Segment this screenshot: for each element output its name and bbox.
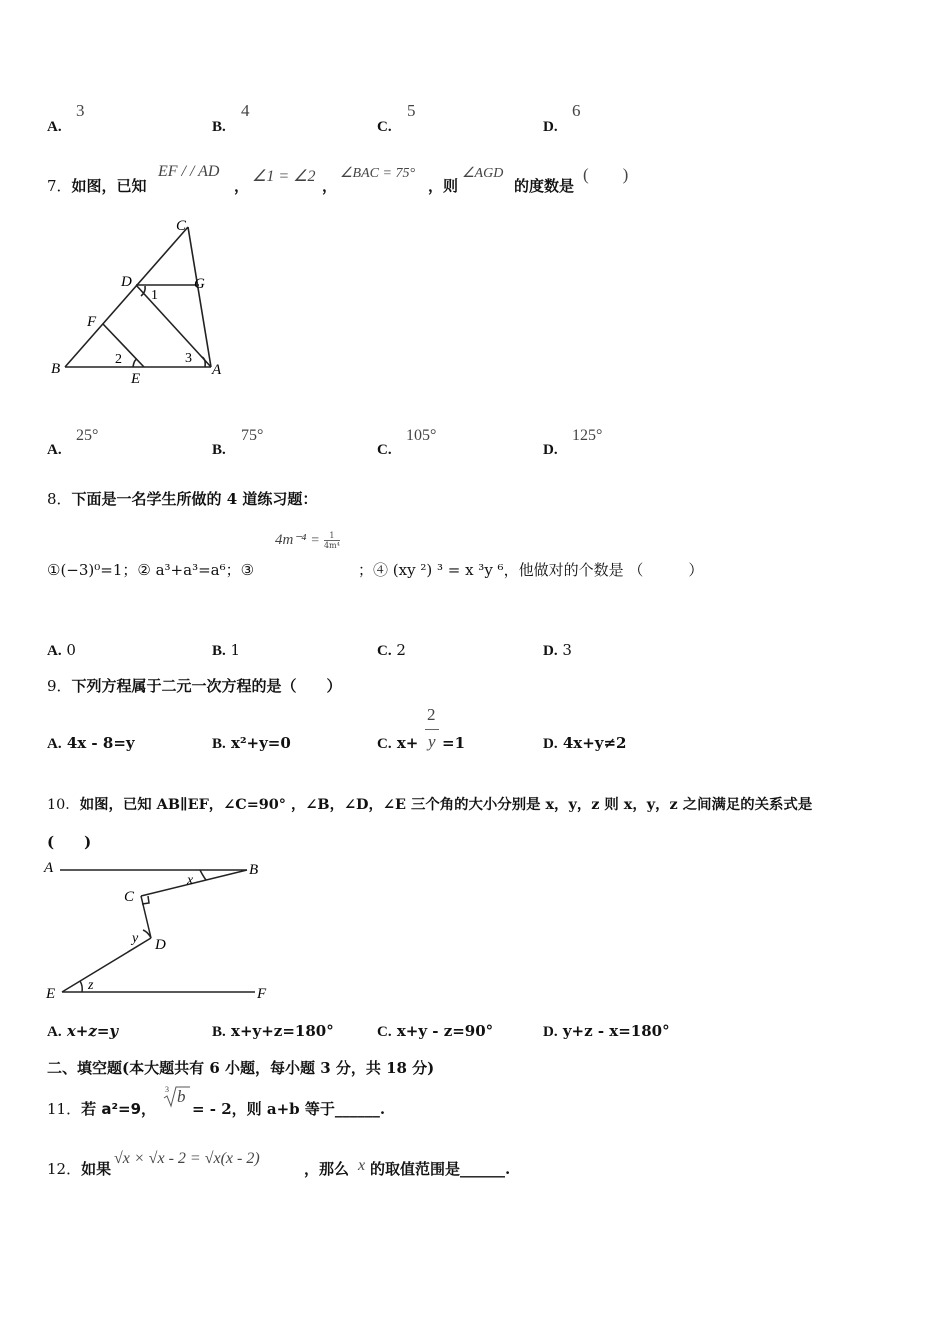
q8-line-part-1: ①(−3)⁰=1；② a³+a³=a⁶；③: [47, 561, 255, 579]
q6-option-b: [212, 117, 226, 136]
formula-lhs: 4m⁻⁴: [275, 532, 307, 548]
q8-option-d: [543, 641, 572, 660]
q10-option-c: [377, 1022, 493, 1041]
q9-option-c: [377, 734, 418, 753]
q6-option-d-value: 6: [572, 101, 581, 120]
option-value: 4x+y≠2: [562, 734, 627, 752]
q9-option-c-numerator: 2: [427, 705, 436, 724]
question-number: 11．: [47, 1100, 82, 1118]
q7-paren: ( ): [583, 165, 629, 184]
q9-option-c-fraction-bar: [425, 729, 439, 730]
q7-text-2: ，则: [428, 177, 459, 195]
q8-line-2: [358, 559, 703, 580]
segment-fe: [103, 324, 144, 367]
label-1: 1: [151, 288, 158, 303]
q7-option-c-letter: C.: [377, 442, 392, 458]
q7-option-d-value: 125°: [572, 427, 603, 444]
question-number: 9．: [47, 677, 72, 695]
option-value: 0: [66, 641, 76, 659]
q12-formula: √x × √x - 2 = √x(x - 2): [114, 1150, 260, 1167]
label-f: F: [87, 314, 97, 330]
label-b: B: [51, 361, 61, 377]
option-letter: D.: [543, 1024, 558, 1040]
label-g: G: [194, 276, 205, 292]
q8-formula-3: [275, 530, 340, 550]
q11-text-2: = - 2，则 a+b 等于______.: [192, 1100, 386, 1118]
option-value: 2: [396, 641, 406, 659]
q7-sep-2: ，: [322, 177, 338, 195]
label-x: x: [187, 873, 194, 888]
option-letter: A.: [47, 119, 62, 135]
option-letter: D.: [543, 736, 558, 752]
option-letter: B.: [212, 736, 226, 752]
label-a: A: [44, 860, 54, 876]
q7-option-b-value: 75°: [241, 427, 264, 444]
q7-option-b-letter: B.: [212, 442, 226, 458]
fraction-numerator: 1: [324, 531, 340, 541]
angle-2-arc: [133, 359, 137, 367]
q7-option-a-letter: A.: [47, 442, 62, 458]
option-value: x²+y=0: [231, 734, 291, 752]
q10-stem: [47, 793, 812, 814]
q6-option-a: [47, 117, 62, 136]
label-c: C: [124, 889, 135, 905]
q7-cond-4: ∠AGD: [462, 166, 504, 181]
option-letter: B.: [212, 1024, 226, 1040]
q7-sep-1: ，: [234, 177, 250, 195]
angle-z-arc: [80, 981, 82, 992]
q7-triangle-figure: [45, 212, 235, 392]
formula-fraction: [324, 531, 340, 550]
segment-bc: [141, 870, 247, 896]
question-number: 10．: [47, 797, 80, 813]
label-e: E: [46, 986, 56, 1002]
q9-option-a: [47, 734, 135, 753]
question-number: 7．: [47, 177, 72, 195]
option-value: 1: [230, 641, 241, 659]
label-2: 2: [115, 352, 122, 367]
fraction-denominator: 4m⁴: [323, 540, 340, 550]
option-letter: C.: [377, 736, 392, 752]
q12-text-1: 如果: [81, 1160, 112, 1178]
option-letter: A.: [47, 736, 62, 752]
q6-option-a-value: 3: [76, 101, 85, 120]
option-letter: D.: [543, 119, 558, 135]
angle-x-arc: [200, 870, 206, 880]
label-y: y: [132, 931, 139, 946]
q8-option-b: [212, 641, 240, 660]
root-index: 3: [165, 1085, 169, 1094]
option-value: x+y+z=180°: [231, 1022, 334, 1040]
q9-option-b: [212, 734, 291, 753]
q7-option-d-letter: D.: [543, 442, 558, 458]
option-letter: D.: [543, 643, 558, 659]
q10-parallel-lines-figure: [40, 852, 280, 1010]
option-letter: C.: [377, 643, 392, 659]
q7-option-a-value: 25°: [76, 427, 99, 444]
option-letter: A.: [47, 643, 62, 659]
q11-stem: [47, 1098, 156, 1119]
label-a: A: [212, 362, 222, 378]
label-f: F: [257, 986, 267, 1002]
q8-line: [47, 559, 254, 580]
q10-option-a: [47, 1022, 118, 1041]
section-title: 二、填空题(本大题共有 6 小题，每小题 3 分，共 18 分): [47, 1059, 435, 1077]
q9-option-c-post: =1: [442, 734, 466, 752]
q8-line-part-2: ；④ (xy ²) ³ = x ³y ⁶，他做对的个数是 （ ）: [358, 561, 704, 579]
q8-stem: [47, 488, 317, 509]
q10-option-d: [543, 1022, 670, 1041]
q6-option-b-value: 4: [241, 101, 250, 120]
q8-option-a: [47, 641, 76, 660]
q12-text-2: ，那么: [304, 1160, 350, 1178]
q10-text: 如图，已知 AB∥EF，∠C=90° ，∠B，∠D，∠E 三个角的大小分别是 x，y，z 则 x，y，z 之间满足的关系式是: [79, 796, 813, 813]
q12-text-3: 的取值范围是______.: [370, 1160, 511, 1178]
label-z: z: [88, 978, 94, 993]
q6-option-c-value: 5: [407, 101, 416, 120]
option-value: 3: [562, 641, 572, 659]
q7-text-3: 的度数是: [514, 177, 575, 195]
formula-eq: =: [311, 533, 320, 548]
q9-option-d: [543, 734, 627, 753]
q7-text-1: 如图，已知: [71, 177, 147, 195]
q10-option-b: [212, 1022, 334, 1041]
q7-stem: [47, 175, 147, 196]
segment-de: [62, 938, 151, 992]
label-d: D: [121, 274, 132, 290]
option-value: x+z=y: [66, 1022, 119, 1040]
label-3: 3: [185, 351, 192, 366]
q7-cond-1: EF / / AD: [158, 163, 220, 180]
question-number: 12．: [47, 1160, 82, 1178]
option-value: 4x - 8=y: [66, 734, 135, 752]
q7-cond-2: ∠1 = ∠2: [252, 168, 316, 185]
q7-cond-3: ∠BAC = 75°: [340, 166, 416, 181]
label-c: C: [176, 218, 187, 234]
q12-stem: [47, 1158, 111, 1179]
option-letter: B.: [212, 643, 226, 659]
q9-option-c-denominator: y: [428, 732, 436, 751]
q11-text-1: 若 a²=9，: [81, 1100, 157, 1118]
label-b: B: [249, 862, 259, 878]
side-bc: [65, 227, 188, 367]
question-number: 8．: [47, 490, 72, 508]
label-d: D: [155, 937, 166, 953]
option-value: y+z - x=180°: [562, 1022, 670, 1040]
q7-option-c-value: 105°: [406, 427, 437, 444]
q8-option-c: [377, 641, 406, 660]
option-letter: B.: [212, 119, 226, 135]
root-argument: b: [177, 1087, 186, 1106]
q8-text: 下面是一名学生所做的 4 道练习题：: [71, 490, 318, 508]
option-letter: C.: [377, 119, 392, 135]
q12-var: x: [358, 1157, 366, 1174]
option-value-pre: x+: [396, 734, 419, 752]
option-letter: A.: [47, 1024, 62, 1040]
option-value: x+y - z=90°: [396, 1022, 494, 1040]
label-e: E: [131, 371, 141, 387]
q9-stem: [47, 675, 342, 696]
option-letter: C.: [377, 1024, 392, 1040]
q6-option-c: [377, 117, 392, 136]
q6-option-d: [543, 117, 558, 136]
q10-paren: ( ): [47, 833, 92, 851]
q9-text: 下列方程属于二元一次方程的是（ ）: [71, 677, 342, 695]
